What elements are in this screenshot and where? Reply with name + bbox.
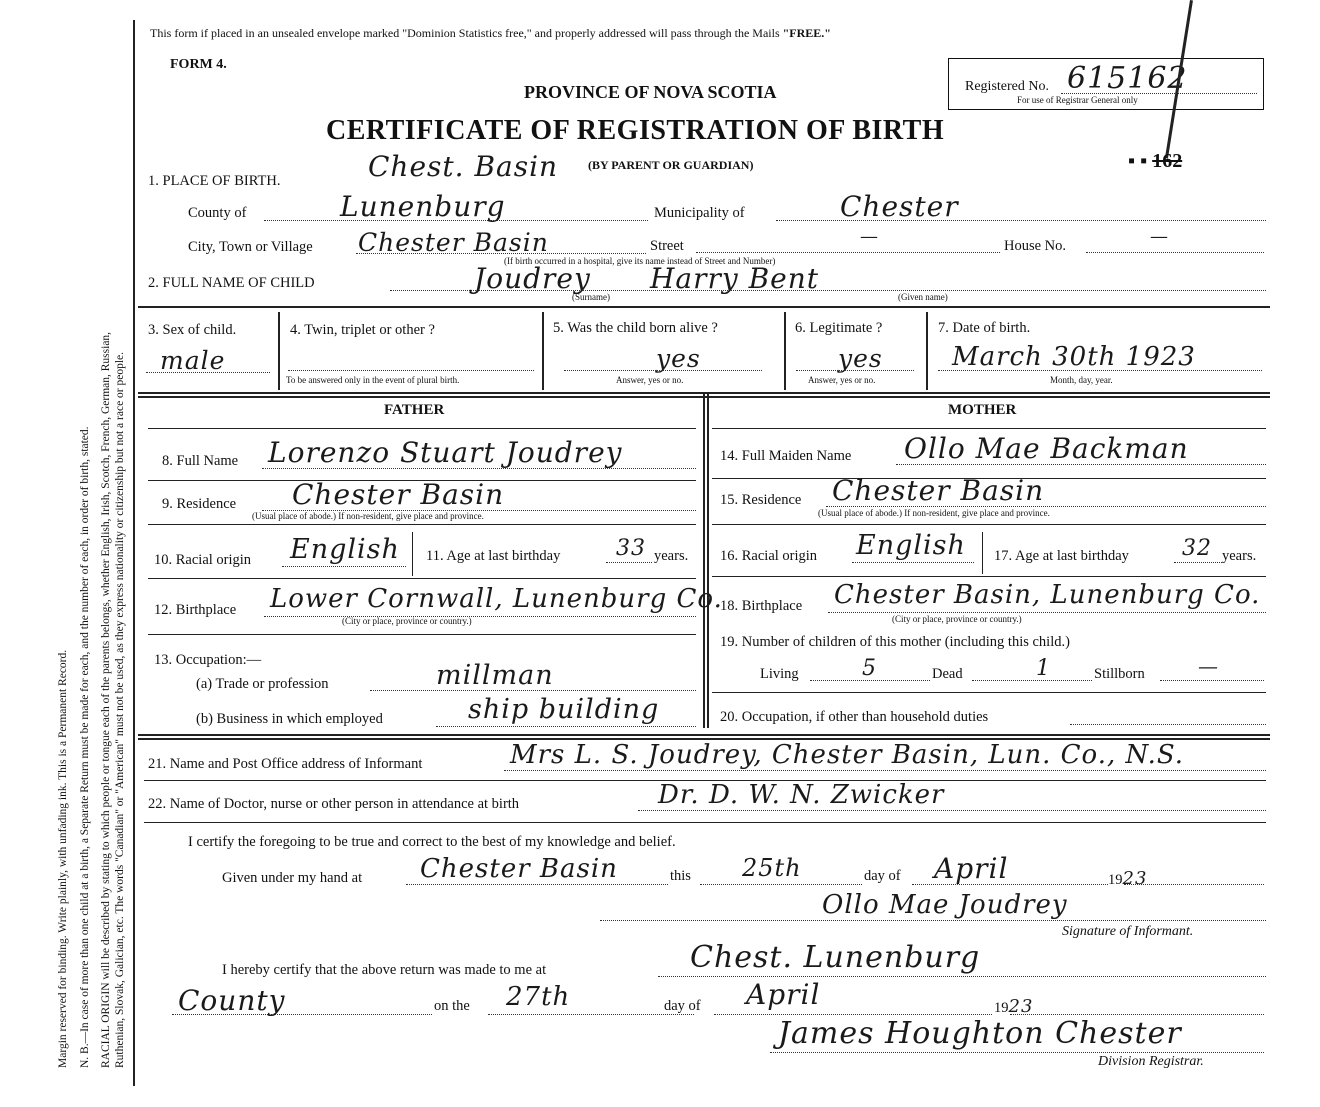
registered-label: Registered No. bbox=[965, 79, 1049, 94]
father-heading: FATHER bbox=[384, 402, 445, 418]
form-number: FORM 4. bbox=[170, 57, 227, 72]
mother-residence: Chester Basin bbox=[832, 474, 1045, 507]
dead-value: 1 bbox=[1036, 656, 1051, 681]
county-label: County of bbox=[188, 205, 247, 221]
sex-label: 3. Sex of child. bbox=[148, 322, 237, 338]
father-birthplace: Lower Cornwall, Lunenburg Co. bbox=[270, 584, 723, 614]
informant-value: Mrs L. S. Joudrey, Chester Basin, Lun. Co., N.S. bbox=[510, 740, 1185, 770]
mother-age: 32 bbox=[1182, 536, 1212, 561]
father-business: ship building bbox=[468, 694, 660, 725]
registrar-month: April bbox=[746, 978, 821, 1011]
stamp-mark: ▪ ▪ 162 bbox=[1128, 150, 1183, 172]
mother-name-label: 14. Full Maiden Name bbox=[720, 448, 852, 464]
twin-label: 4. Twin, triplet or other ? bbox=[290, 322, 435, 338]
child-surname: Joudrey bbox=[474, 262, 591, 295]
certify-statement: I certify the foregoing to be true and correct to the best of my knowledge and belief. bbox=[188, 834, 676, 850]
twin-note: To be answered only in the event of plural birth. bbox=[286, 375, 460, 385]
page-title: CERTIFICATE OF REGISTRATION OF BIRTH bbox=[326, 115, 945, 146]
given-place: Chester Basin bbox=[420, 854, 618, 884]
alive-note: Answer, yes or no. bbox=[616, 375, 684, 385]
father-residence-label: 9. Residence bbox=[162, 496, 237, 512]
place-of-birth-label: 1. PLACE OF BIRTH. bbox=[148, 173, 281, 189]
trade-label: (a) Trade or profession bbox=[196, 676, 329, 692]
mother-age-label: 17. Age at last birthday bbox=[994, 548, 1129, 564]
registrar-day: 27th bbox=[506, 982, 571, 1012]
city-value: Chester Basin bbox=[358, 228, 549, 257]
child-name-label: 2. FULL NAME OF CHILD bbox=[148, 275, 315, 291]
informant-signature: Ollo Mae Joudrey bbox=[822, 890, 1068, 920]
mother-occupation-label: 20. Occupation, if other than household duties bbox=[720, 709, 989, 725]
father-years: years. bbox=[654, 548, 689, 564]
child-given-name: Harry Bent bbox=[650, 262, 820, 295]
mother-race-label: 16. Racial origin bbox=[720, 548, 818, 564]
dob-value: March 30th 1923 bbox=[952, 342, 1196, 372]
mother-years: years. bbox=[1222, 548, 1257, 564]
father-residence-note: (Usual place of abode.) If non-resident, give place and province. bbox=[252, 511, 484, 521]
by-parent-note: (BY PARENT OR GUARDIAN) bbox=[588, 158, 754, 172]
registrar-statement: I hereby certify that the above return was made to me at bbox=[222, 962, 547, 978]
registrar-day-of-label: day of bbox=[664, 998, 701, 1014]
registrar-year: 1923 bbox=[994, 996, 1034, 1017]
registrar-signature: James Houghton Chester bbox=[778, 1016, 1182, 1051]
mother-residence-note: (Usual place of abode.) If non-resident, give place and province. bbox=[818, 508, 1050, 518]
mother-birthplace-label: 18. Birthplace bbox=[720, 598, 803, 614]
mother-name: Ollo Mae Backman bbox=[904, 432, 1189, 465]
father-age-label: 11. Age at last birthday bbox=[426, 548, 561, 564]
margin-instruction-4: Ruthenian, Slovak, Galician, etc. The words "Canadian" or "American" must not be used, as they express nationality or citizenship but not a race or people. bbox=[114, 351, 126, 1068]
registered-number: 615162 bbox=[1067, 61, 1188, 96]
dob-label: 7. Date of birth. bbox=[938, 320, 1031, 336]
mother-race: English bbox=[856, 530, 966, 561]
city-label: City, Town or Village bbox=[188, 239, 313, 255]
house-value: — bbox=[1150, 226, 1169, 247]
father-race: English bbox=[290, 534, 400, 565]
father-age: 33 bbox=[616, 536, 646, 561]
legitimate-note: Answer, yes or no. bbox=[808, 375, 876, 385]
mother-birthplace: Chester Basin, Lunenburg Co. bbox=[834, 580, 1261, 610]
certify-day: 25th bbox=[742, 854, 802, 882]
street-label: Street bbox=[650, 238, 684, 254]
registrar-use-note: For use of Registrar General only bbox=[1017, 95, 1138, 105]
doctor-value: Dr. D. W. N. Zwicker bbox=[658, 780, 945, 810]
margin-rule bbox=[133, 20, 135, 1086]
county-value: Lunenburg bbox=[340, 190, 506, 223]
certify-year: 1923 bbox=[1108, 868, 1148, 889]
mother-birthplace-note: (City or place, province or country.) bbox=[892, 614, 1022, 624]
margin-instruction-2: N. B.—In case of more than one child at a birth, a Separate Return must be made for each, and the number of each, in order of birth, stated. bbox=[79, 426, 91, 1068]
dead-label: Dead bbox=[932, 666, 963, 682]
dob-note: Month, day, year. bbox=[1050, 375, 1113, 385]
margin-instruction-3: RACIAL ORIGIN will be described by stating to which people or tongue each of the parents belongs, whether English, Irish, Scotch, French, German, Russian, bbox=[100, 331, 112, 1068]
place-of-birth-value: Chest. Basin bbox=[368, 150, 559, 183]
father-occupation-label: 13. Occupation:— bbox=[154, 652, 262, 668]
municipality-value: Chester bbox=[840, 190, 959, 223]
house-label: House No. bbox=[1004, 238, 1067, 254]
alive-label: 5. Was the child born alive ? bbox=[553, 320, 718, 336]
day-of-label: day of bbox=[864, 868, 901, 884]
registrar-place: Chest. Lunenburg bbox=[690, 940, 981, 975]
on-the-label: on the bbox=[434, 998, 470, 1014]
province-heading: PROVINCE OF NOVA SCOTIA bbox=[524, 82, 777, 102]
legitimate-label: 6. Legitimate ? bbox=[795, 320, 883, 336]
mother-residence-label: 15. Residence bbox=[720, 492, 802, 508]
this-label: this bbox=[670, 868, 691, 884]
stillborn-value: — bbox=[1198, 654, 1219, 678]
given-name-note: (Given name) bbox=[898, 292, 948, 302]
binding-margin bbox=[0, 0, 132, 1107]
father-residence: Chester Basin bbox=[292, 478, 505, 511]
informant-signature-label: Signature of Informant. bbox=[1062, 924, 1194, 939]
hospital-note: (If birth occurred in a hospital, give its name instead of Street and Number) bbox=[504, 256, 776, 266]
registrar-signature-label: Division Registrar. bbox=[1098, 1054, 1204, 1069]
alive-value: yes bbox=[656, 344, 701, 373]
margin-instruction-1: Margin reserved for binding. Write plainly, with unfading ink. This is a Permanent Record. bbox=[57, 649, 69, 1068]
given-label: Given under my hand at bbox=[222, 870, 363, 886]
father-name: Lorenzo Stuart Joudrey bbox=[268, 436, 623, 469]
informant-label: 21. Name and Post Office address of Informant bbox=[148, 756, 423, 772]
registrar-county: County bbox=[178, 984, 286, 1017]
father-name-label: 8. Full Name bbox=[162, 453, 239, 469]
children-label: 19. Number of children of this mother (including this child.) bbox=[720, 634, 1070, 650]
legitimate-value: yes bbox=[838, 344, 883, 373]
sex-value: male bbox=[160, 346, 226, 375]
street-value: — bbox=[860, 226, 879, 247]
surname-note: (Surname) bbox=[572, 292, 610, 302]
stillborn-label: Stillborn bbox=[1094, 666, 1145, 682]
father-birthplace-label: 12. Birthplace bbox=[154, 602, 237, 618]
mother-heading: MOTHER bbox=[948, 402, 1017, 418]
municipality-label: Municipality of bbox=[654, 205, 745, 221]
rule bbox=[138, 306, 1270, 308]
certify-month: April bbox=[934, 852, 1009, 885]
business-label: (b) Business in which employed bbox=[196, 711, 383, 727]
registration-box bbox=[948, 58, 1264, 110]
living-value: 5 bbox=[862, 656, 877, 681]
father-birthplace-note: (City or place, province or country.) bbox=[342, 616, 472, 626]
father-race-label: 10. Racial origin bbox=[154, 552, 252, 568]
doctor-label: 22. Name of Doctor, nurse or other person in attendance at birth bbox=[148, 796, 520, 812]
father-trade: millman bbox=[436, 660, 554, 691]
living-label: Living bbox=[760, 666, 799, 682]
mail-notice: This form if placed in an unsealed envelope marked "Dominion Statistics free," and properly addressed will pass through the Mails "FREE." bbox=[150, 26, 831, 40]
